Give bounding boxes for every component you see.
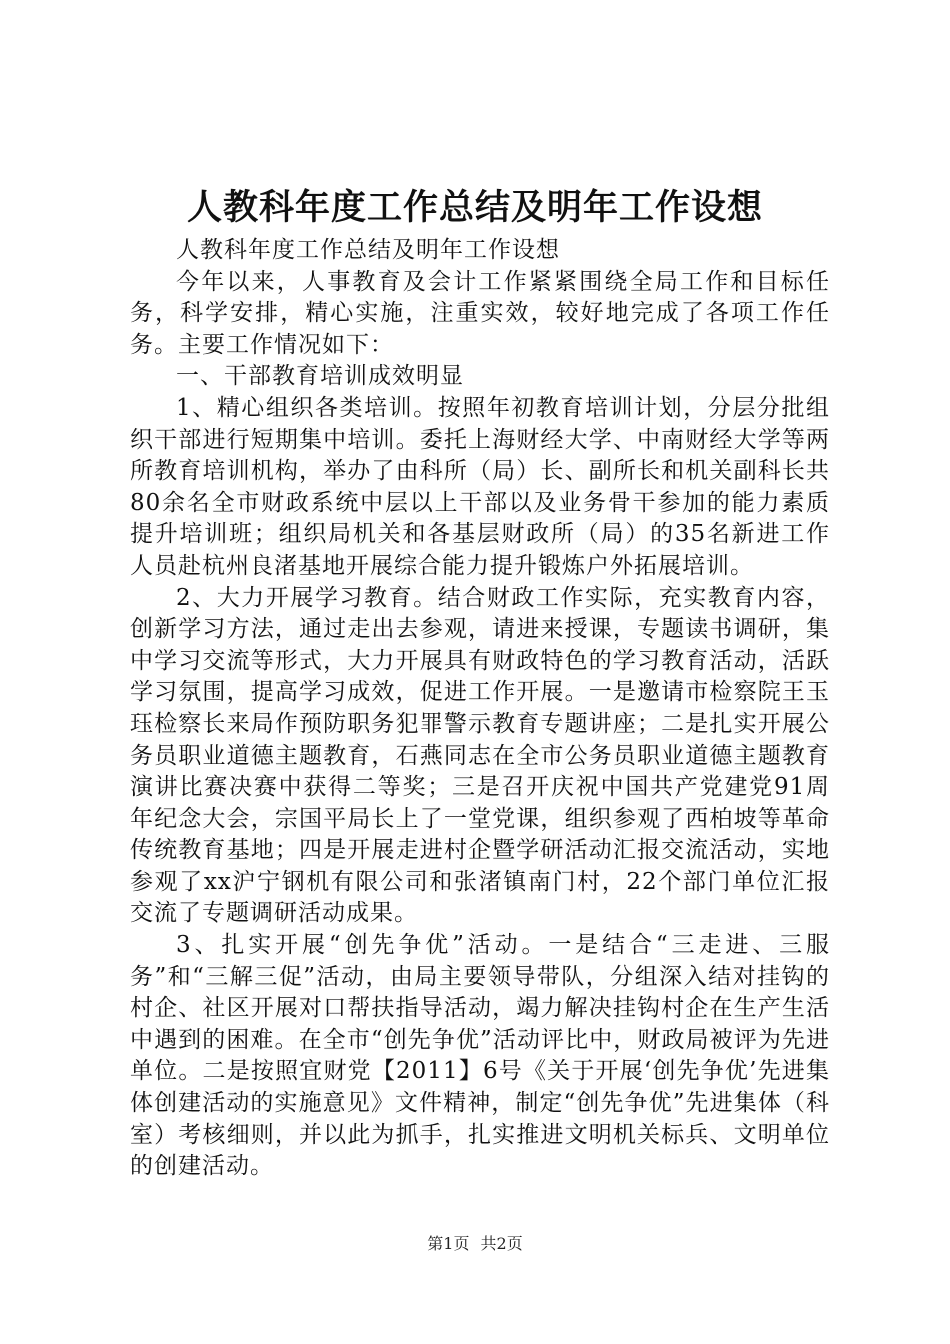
body-paragraph-item-3: 3、扎实开展“创先争优”活动。一是结合“三走进、三服务”和“三解三促”活动，由局主要领导带队，分组深入结对挂钩的村企、社区开展对口帮扶指导活动，竭力解决挂钩村企在生产生活中遇到的困难。在全市“创先争优”活动评比中，财政局被评为先进单位。二是按照宜财党【2011】6号《关于开展‘创先争优’先进集体创建活动的实施意见》文件精神，制定“创先争优”先进集体（科室）考核细则，并以此为抓手，扎实推进文明机关标兵、文明单位的创建活动。: [130, 932, 830, 1180]
page-number-current: 第1页: [427, 1234, 470, 1253]
document-title: 人教科年度工作总结及明年工作设想: [186, 187, 763, 228]
section-heading-1: 一、干部教育培训成效明显: [176, 363, 464, 390]
body-paragraph-intro: 今年以来，人事教育及会计工作紧紧围绕全局工作和目标任务，科学安排，精心实施，注重实效，较好地完成了各项工作任务。主要工作情况如下：: [130, 268, 830, 358]
body-paragraph-item-1: 1、精心组织各类培训。按照年初教育培训计划，分层分批组织干部进行短期集中培训。委托上海财经大学、中南财经大学等两所教育培训机构，举办了由科所（局）长、副所长和机关副科长共80余名全市财政系统中层以上干部以及业务骨干参加的能力素质提升培训班；组织局机关和各基层财政所（局）的35名新进工作人员赴杭州良渚基地开展综合能力提升锻炼户外拓展培训。: [130, 394, 830, 579]
body-paragraph-subtitle: 人教科年度工作总结及明年工作设想: [176, 237, 560, 263]
page-footer: [0, 1233, 950, 1255]
body-paragraph-item-2: 2、大力开展学习教育。结合财政工作实际，充实教育内容，创新学习方法，通过走出去参观，请进来授课，专题读书调研，集中学习交流等形式，大力开展具有财政特色的学习教育活动，活跃学习氛围，提高学习成效，促进工作开展。一是邀请市检察院王玉珏检察长来局作预防职务犯罪警示教育专题讲座；二是扎实开展公务员职业道德主题教育，石燕同志在全市公务员职业道德主题教育演讲比赛决赛中获得二等奖；三是召开庆祝中国共产党建党91周年纪念大会，宗国平局长上了一堂党课，组织参观了西柏坡等革命传统教育基地；四是开展走进村企暨学研活动汇报交流活动，实地参观了xx沪宁钢机有限公司和张渚镇南门村，22个部门单位汇报交流了专题调研活动成果。: [130, 584, 830, 927]
document-body: [130, 235, 830, 1183]
page-number-total: 共2页: [480, 1234, 523, 1253]
